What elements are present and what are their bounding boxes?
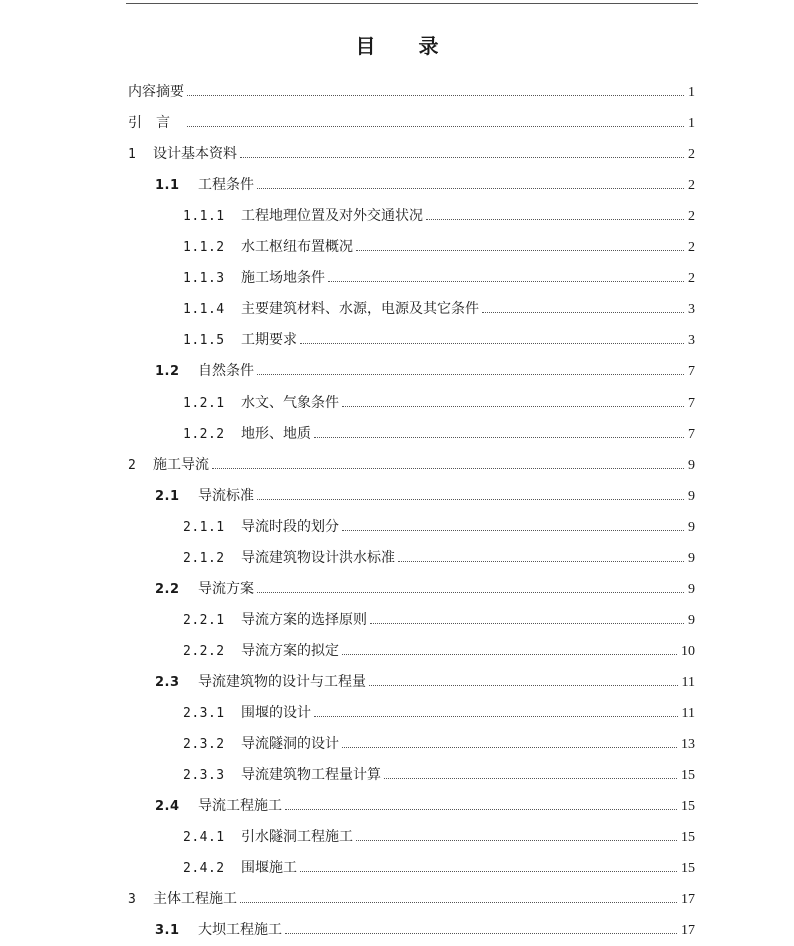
toc-entry-label: 主要建筑材料、水源，电源及其它条件 [241, 301, 479, 318]
page-title: 目 录 [355, 34, 457, 58]
toc-entry[interactable] [183, 299, 695, 319]
toc-entry-page: 9 [688, 488, 695, 504]
toc-entry-number: 1.1.4 [183, 302, 225, 318]
toc-entry-label: 设计基本资料 [153, 146, 237, 163]
toc-entry[interactable] [155, 175, 695, 195]
toc-entry-page: 13 [681, 737, 695, 753]
toc-entry-number: 1.2.1 [183, 395, 225, 411]
dot-leader [398, 561, 684, 562]
dot-leader [257, 499, 684, 500]
toc-entry-page: 2 [688, 271, 695, 287]
toc-entry-page: 1 [688, 85, 695, 100]
toc-entry-page: 9 [688, 457, 695, 473]
toc-entry-page: 15 [681, 861, 695, 877]
toc-entry[interactable] [155, 920, 695, 940]
toc-entry-number: 2.3.3 [183, 768, 225, 784]
toc-entry-label: 施工导流 [153, 456, 209, 473]
toc-entry-number: 3.1 [155, 923, 180, 939]
dot-leader [257, 374, 684, 375]
toc-entry-page: 2 [688, 240, 695, 256]
toc-entry-page: 7 [688, 395, 695, 411]
toc-entry-label: 引水隧洞工程施工 [241, 829, 353, 846]
top-rule [126, 3, 698, 4]
toc-entry-number: 1.1.2 [183, 240, 225, 256]
toc-entry-label: 导流建筑物工程量计算 [241, 767, 381, 784]
toc-entry[interactable] [155, 486, 695, 506]
toc-entry[interactable] [183, 734, 695, 754]
dot-leader [187, 95, 684, 96]
toc-entry-number: 2.2 [155, 581, 180, 597]
toc-entry-page: 17 [681, 892, 695, 908]
toc-entry-number: 2.3 [155, 674, 180, 690]
toc-entry-page: 7 [688, 426, 695, 442]
toc-entry[interactable] [183, 765, 695, 785]
dot-leader [285, 933, 677, 934]
toc-entry-page: 2 [688, 178, 695, 194]
toc-entry-number: 3 [128, 892, 137, 908]
toc-entry[interactable] [183, 424, 695, 444]
toc-entry[interactable] [183, 517, 695, 537]
toc-entry-number: 1.1.3 [183, 271, 225, 287]
toc-entry-number: 2.4.1 [183, 830, 225, 846]
dot-leader [356, 840, 677, 841]
toc-entry-page: 9 [688, 550, 695, 566]
dot-leader [342, 530, 684, 531]
toc-entry-label: 导流方案 [198, 580, 254, 597]
toc-entry-page: 7 [688, 364, 695, 380]
toc-entry-number: 2.1.1 [183, 519, 225, 535]
toc-entry-label: 主体工程施工 [153, 891, 237, 908]
toc-entry-label: 水工枢纽布置概况 [241, 239, 353, 256]
toc-entry-page: 11 [681, 674, 695, 690]
toc-entry[interactable] [128, 455, 695, 475]
toc-entry-page: 1 [688, 116, 695, 132]
toc-entry-page: 9 [688, 519, 695, 535]
dot-leader [285, 809, 677, 810]
toc-entry[interactable] [155, 672, 695, 692]
toc-entry[interactable] [183, 610, 695, 630]
toc-entry-label: 自然条件 [198, 363, 254, 380]
toc-entry[interactable] [128, 113, 695, 133]
toc-entry-label: 导流工程施工 [198, 798, 282, 815]
toc-entry-label: 围堰施工 [241, 860, 297, 877]
toc-entry-page: 15 [681, 830, 695, 846]
toc-entry[interactable] [155, 361, 695, 381]
toc-entry-number: 1.2.2 [183, 426, 225, 442]
dot-leader [240, 157, 684, 158]
toc-entry[interactable] [183, 393, 695, 413]
toc-entry[interactable] [183, 237, 695, 257]
toc-entry-number: 2.4.2 [183, 861, 225, 877]
dot-leader [300, 343, 684, 344]
toc-entry-page: 9 [688, 612, 695, 628]
toc-entry-label: 工期要求 [241, 332, 297, 349]
dot-leader [300, 871, 677, 872]
toc-entry[interactable] [155, 579, 695, 599]
toc-entry-page: 3 [688, 333, 695, 349]
toc-entry-label: 引言 [128, 115, 184, 132]
toc-entry-label: 导流隧洞的设计 [241, 736, 339, 753]
toc-entry-page: 2 [688, 147, 695, 163]
toc-entry[interactable] [183, 858, 695, 878]
toc-entry-label: 工程地理位置及对外交通状况 [241, 208, 423, 225]
toc-entry[interactable] [183, 548, 695, 568]
dot-leader [257, 592, 684, 593]
dot-leader [314, 716, 678, 717]
toc-entry-label: 导流时段的划分 [241, 518, 339, 535]
toc-entry-page: 11 [681, 706, 695, 721]
dot-leader [482, 312, 684, 313]
dot-leader [342, 406, 684, 407]
toc-entry[interactable] [155, 796, 695, 816]
toc-entry-label: 施工场地条件 [241, 270, 325, 287]
toc-entry-page: 15 [681, 799, 695, 815]
toc-entry-number: 2.1.2 [183, 550, 225, 566]
toc-entry-page: 9 [688, 581, 695, 597]
toc-entry[interactable] [128, 889, 695, 909]
toc-entry-label: 导流方案的选择原则 [241, 611, 367, 628]
toc-entry-number: 2.1 [155, 488, 180, 504]
toc-entry-label: 工程条件 [198, 177, 254, 194]
dot-leader [240, 902, 677, 903]
dot-leader [370, 623, 684, 624]
dot-leader [342, 654, 677, 655]
toc-entry-page: 17 [681, 923, 695, 939]
dot-leader [314, 437, 684, 438]
toc-entry-page: 15 [681, 768, 695, 784]
toc-entry-number: 1.2 [155, 364, 180, 380]
toc-entry-page: 10 [681, 643, 695, 659]
toc-entry-label: 导流建筑物的设计与工程量 [198, 673, 366, 690]
toc-entry[interactable] [183, 703, 695, 723]
toc-entry[interactable] [183, 268, 695, 288]
toc-entry-number: 2.4 [155, 799, 180, 815]
toc-entry-number: 1.1.5 [183, 333, 225, 349]
toc-entry-number: 2.3.1 [183, 706, 225, 721]
toc-entry[interactable] [183, 827, 695, 847]
toc-entry[interactable] [128, 144, 695, 164]
toc-entry-label: 水文、气象条件 [241, 394, 339, 411]
toc-entry-number: 2.2.2 [183, 643, 225, 659]
toc-entry[interactable] [183, 206, 695, 226]
toc-entry-label: 围堰的设计 [241, 705, 311, 721]
toc-entry-number: 2.3.2 [183, 737, 225, 753]
toc-entry-label: 大坝工程施工 [198, 922, 282, 939]
dot-leader [212, 468, 684, 469]
toc-entry-number: 2.2.1 [183, 612, 225, 628]
toc-entry-label: 导流标准 [198, 487, 254, 504]
toc-entry-page: 3 [688, 302, 695, 318]
toc-entry-number: 2 [128, 457, 137, 473]
toc-entry-label: 地形、地质 [241, 425, 311, 442]
toc-entry-label: 导流方案的拟定 [241, 642, 339, 659]
dot-leader [328, 281, 684, 282]
toc-entry[interactable] [128, 82, 695, 102]
dot-leader [369, 685, 678, 686]
toc-entry-label: 导流建筑物设计洪水标准 [241, 549, 395, 566]
toc-entry-page: 2 [688, 209, 695, 225]
dot-leader [384, 778, 677, 779]
toc-entry-number: 1 [128, 147, 137, 163]
toc-entry[interactable] [183, 330, 695, 350]
toc-entry[interactable] [183, 641, 695, 661]
dot-leader [257, 188, 684, 189]
dot-leader [426, 219, 684, 220]
toc-entry-number: 1.1.1 [183, 209, 225, 225]
dot-leader [356, 250, 684, 251]
dot-leader [187, 126, 684, 127]
toc-entry-label: 内容摘要 [128, 84, 184, 100]
dot-leader [342, 747, 677, 748]
toc-entry-number: 1.1 [155, 178, 180, 194]
